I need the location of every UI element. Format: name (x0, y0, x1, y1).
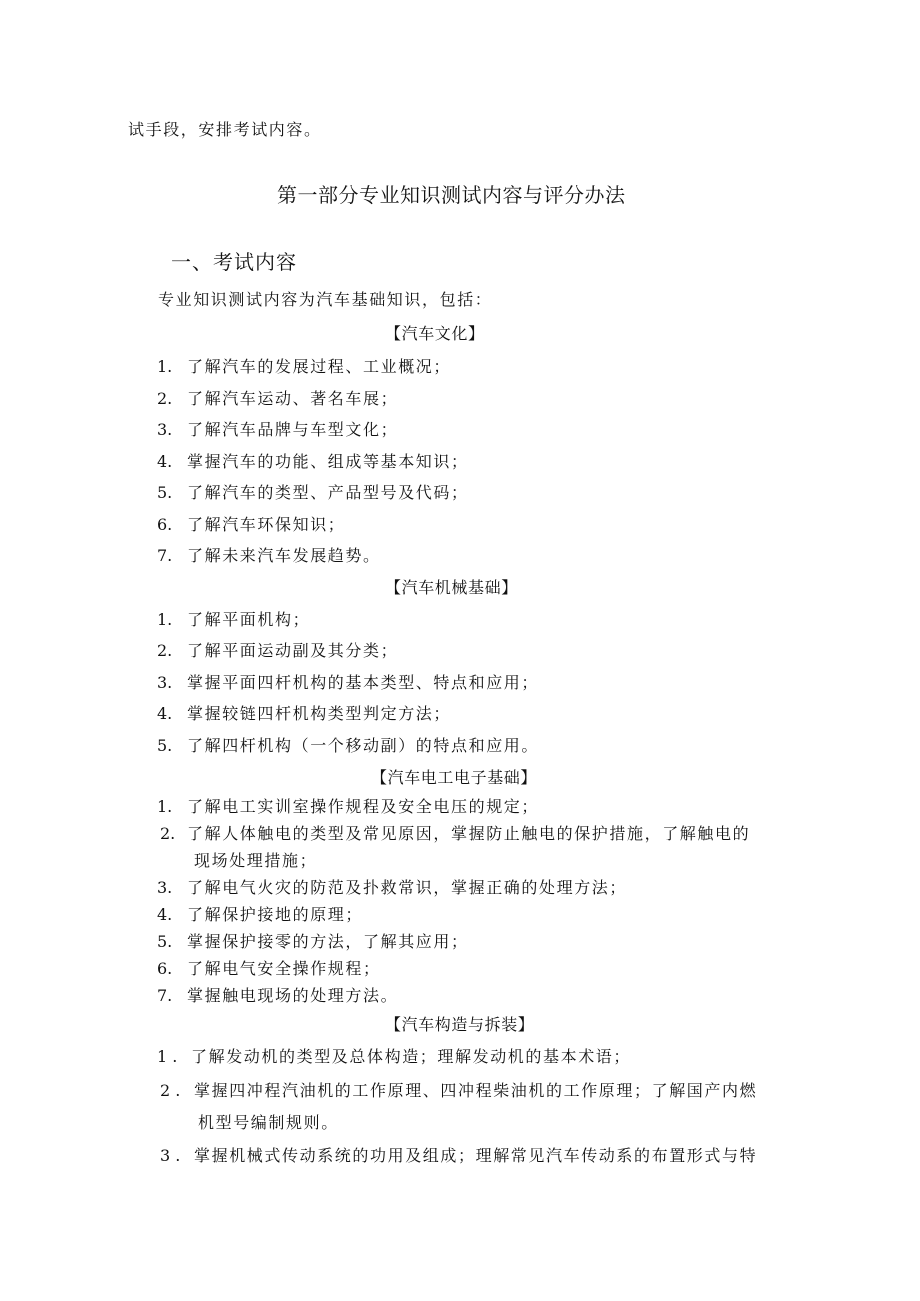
part-title: 第一部分专业知识测试内容与评分办法 (277, 183, 626, 207)
section-heading-electrical: 【汽车电工电子基础】 (371, 768, 538, 787)
list-item (157, 515, 345, 535)
item-text: 了解平面机构； (187, 610, 311, 629)
list-item (157, 357, 451, 377)
item-text: 了解平面运动副及其分类； (187, 641, 399, 660)
list-item (157, 641, 398, 661)
list-item (157, 736, 539, 756)
list-item (157, 905, 363, 925)
list-item (157, 389, 398, 409)
item-text: 了解汽车的发展过程、工业概况； (187, 357, 452, 376)
item-number: 5. (157, 483, 173, 502)
list-item (157, 610, 310, 630)
item-number: 5. (157, 736, 173, 755)
list-item (157, 878, 627, 898)
item-text: 掌握汽车的功能、组成等基本知识； (187, 452, 469, 471)
intro-fragment: 试手段，安排考试内容。 (128, 120, 322, 139)
item-number: 2. (157, 641, 173, 660)
intro-paragraph: 专业知识测试内容为汽车基础知识，包括： (158, 290, 493, 309)
item-text: 掌握保护接零的方法，了解其应用； (187, 932, 469, 951)
list-item (157, 546, 381, 566)
item-text: 了解汽车环保知识； (187, 515, 346, 534)
item-number: 3 . (160, 1146, 181, 1165)
list-item (157, 673, 539, 693)
item-number: 3. (157, 878, 173, 897)
item-text: 了解未来汽车发展趋势。 (187, 546, 381, 565)
item-number: 6. (157, 515, 173, 534)
section-heading-mechanics: 【汽车机械基础】 (385, 578, 518, 597)
item-text: 掌握四冲程汽油机的工作原理、四冲程柴油机的工作原理；了解国产内燃 (194, 1081, 758, 1100)
item-number: 2. (157, 389, 173, 408)
item-number: 4. (157, 452, 173, 471)
list-item (160, 1081, 757, 1101)
item-text: 掌握触电现场的处理方法。 (187, 986, 399, 1005)
item-number: 7. (157, 546, 173, 565)
section-heading-construction: 【汽车构造与拆装】 (385, 1015, 535, 1034)
list-item (157, 986, 398, 1006)
item-text: 了解电工实训室操作规程及安全电压的规定； (187, 797, 540, 816)
list-item (157, 797, 539, 817)
item-number: 7. (157, 986, 173, 1005)
list-item-continuation: 现场处理措施； (194, 851, 318, 870)
item-text: 掌握平面四杆机构的基本类型、特点和应用； (187, 673, 540, 692)
list-item (160, 1146, 757, 1166)
section-heading-culture: 【汽车文化】 (385, 324, 485, 343)
item-number: 2. (160, 824, 176, 843)
item-number: 4. (157, 905, 173, 924)
item-text: 了解电气火灾的防范及扑救常识，掌握正确的处理方法； (187, 878, 628, 897)
item-text: 了解汽车的类型、产品型号及代码； (187, 483, 469, 502)
item-text: 了解保护接地的原理； (187, 905, 364, 924)
item-number: 3. (157, 420, 173, 439)
item-number: 4. (157, 704, 173, 723)
item-number: 5. (157, 932, 173, 951)
item-number: 3. (157, 673, 173, 692)
item-number: 2 . (160, 1081, 181, 1100)
list-item (157, 1047, 631, 1067)
item-number: 1. (157, 797, 173, 816)
list-item (157, 420, 398, 440)
item-text: 掌握较链四杆机构类型判定方法； (187, 704, 452, 723)
item-number: 1 . (157, 1047, 178, 1066)
list-item (157, 959, 381, 979)
item-number: 1. (157, 610, 173, 629)
item-text: 掌握机械式传动系统的功用及组成；理解常见汽车传动系的布置形式与特 (194, 1146, 758, 1165)
list-item (157, 483, 469, 503)
item-text: 了解电气安全操作规程； (187, 959, 381, 978)
item-text: 了解四杆机构（一个移动副）的特点和应用。 (187, 736, 540, 755)
list-item (157, 704, 451, 724)
list-item (157, 452, 469, 472)
item-text: 了解人体触电的类型及常见原因，掌握防止触电的保护措施，了解触电的 (187, 824, 751, 843)
list-item-continuation: 机型号编制规则。 (198, 1113, 339, 1132)
item-text: 了解发动机的类型及总体构造；理解发动机的基本术语； (191, 1047, 632, 1066)
item-text: 了解汽车运动、著名车展； (187, 389, 399, 408)
section-heading: 一、考试内容 (171, 250, 297, 274)
list-item (160, 824, 750, 844)
item-number: 6. (157, 959, 173, 978)
item-text: 了解汽车品牌与车型文化； (187, 420, 399, 439)
list-item (157, 932, 469, 952)
item-number: 1. (157, 357, 173, 376)
